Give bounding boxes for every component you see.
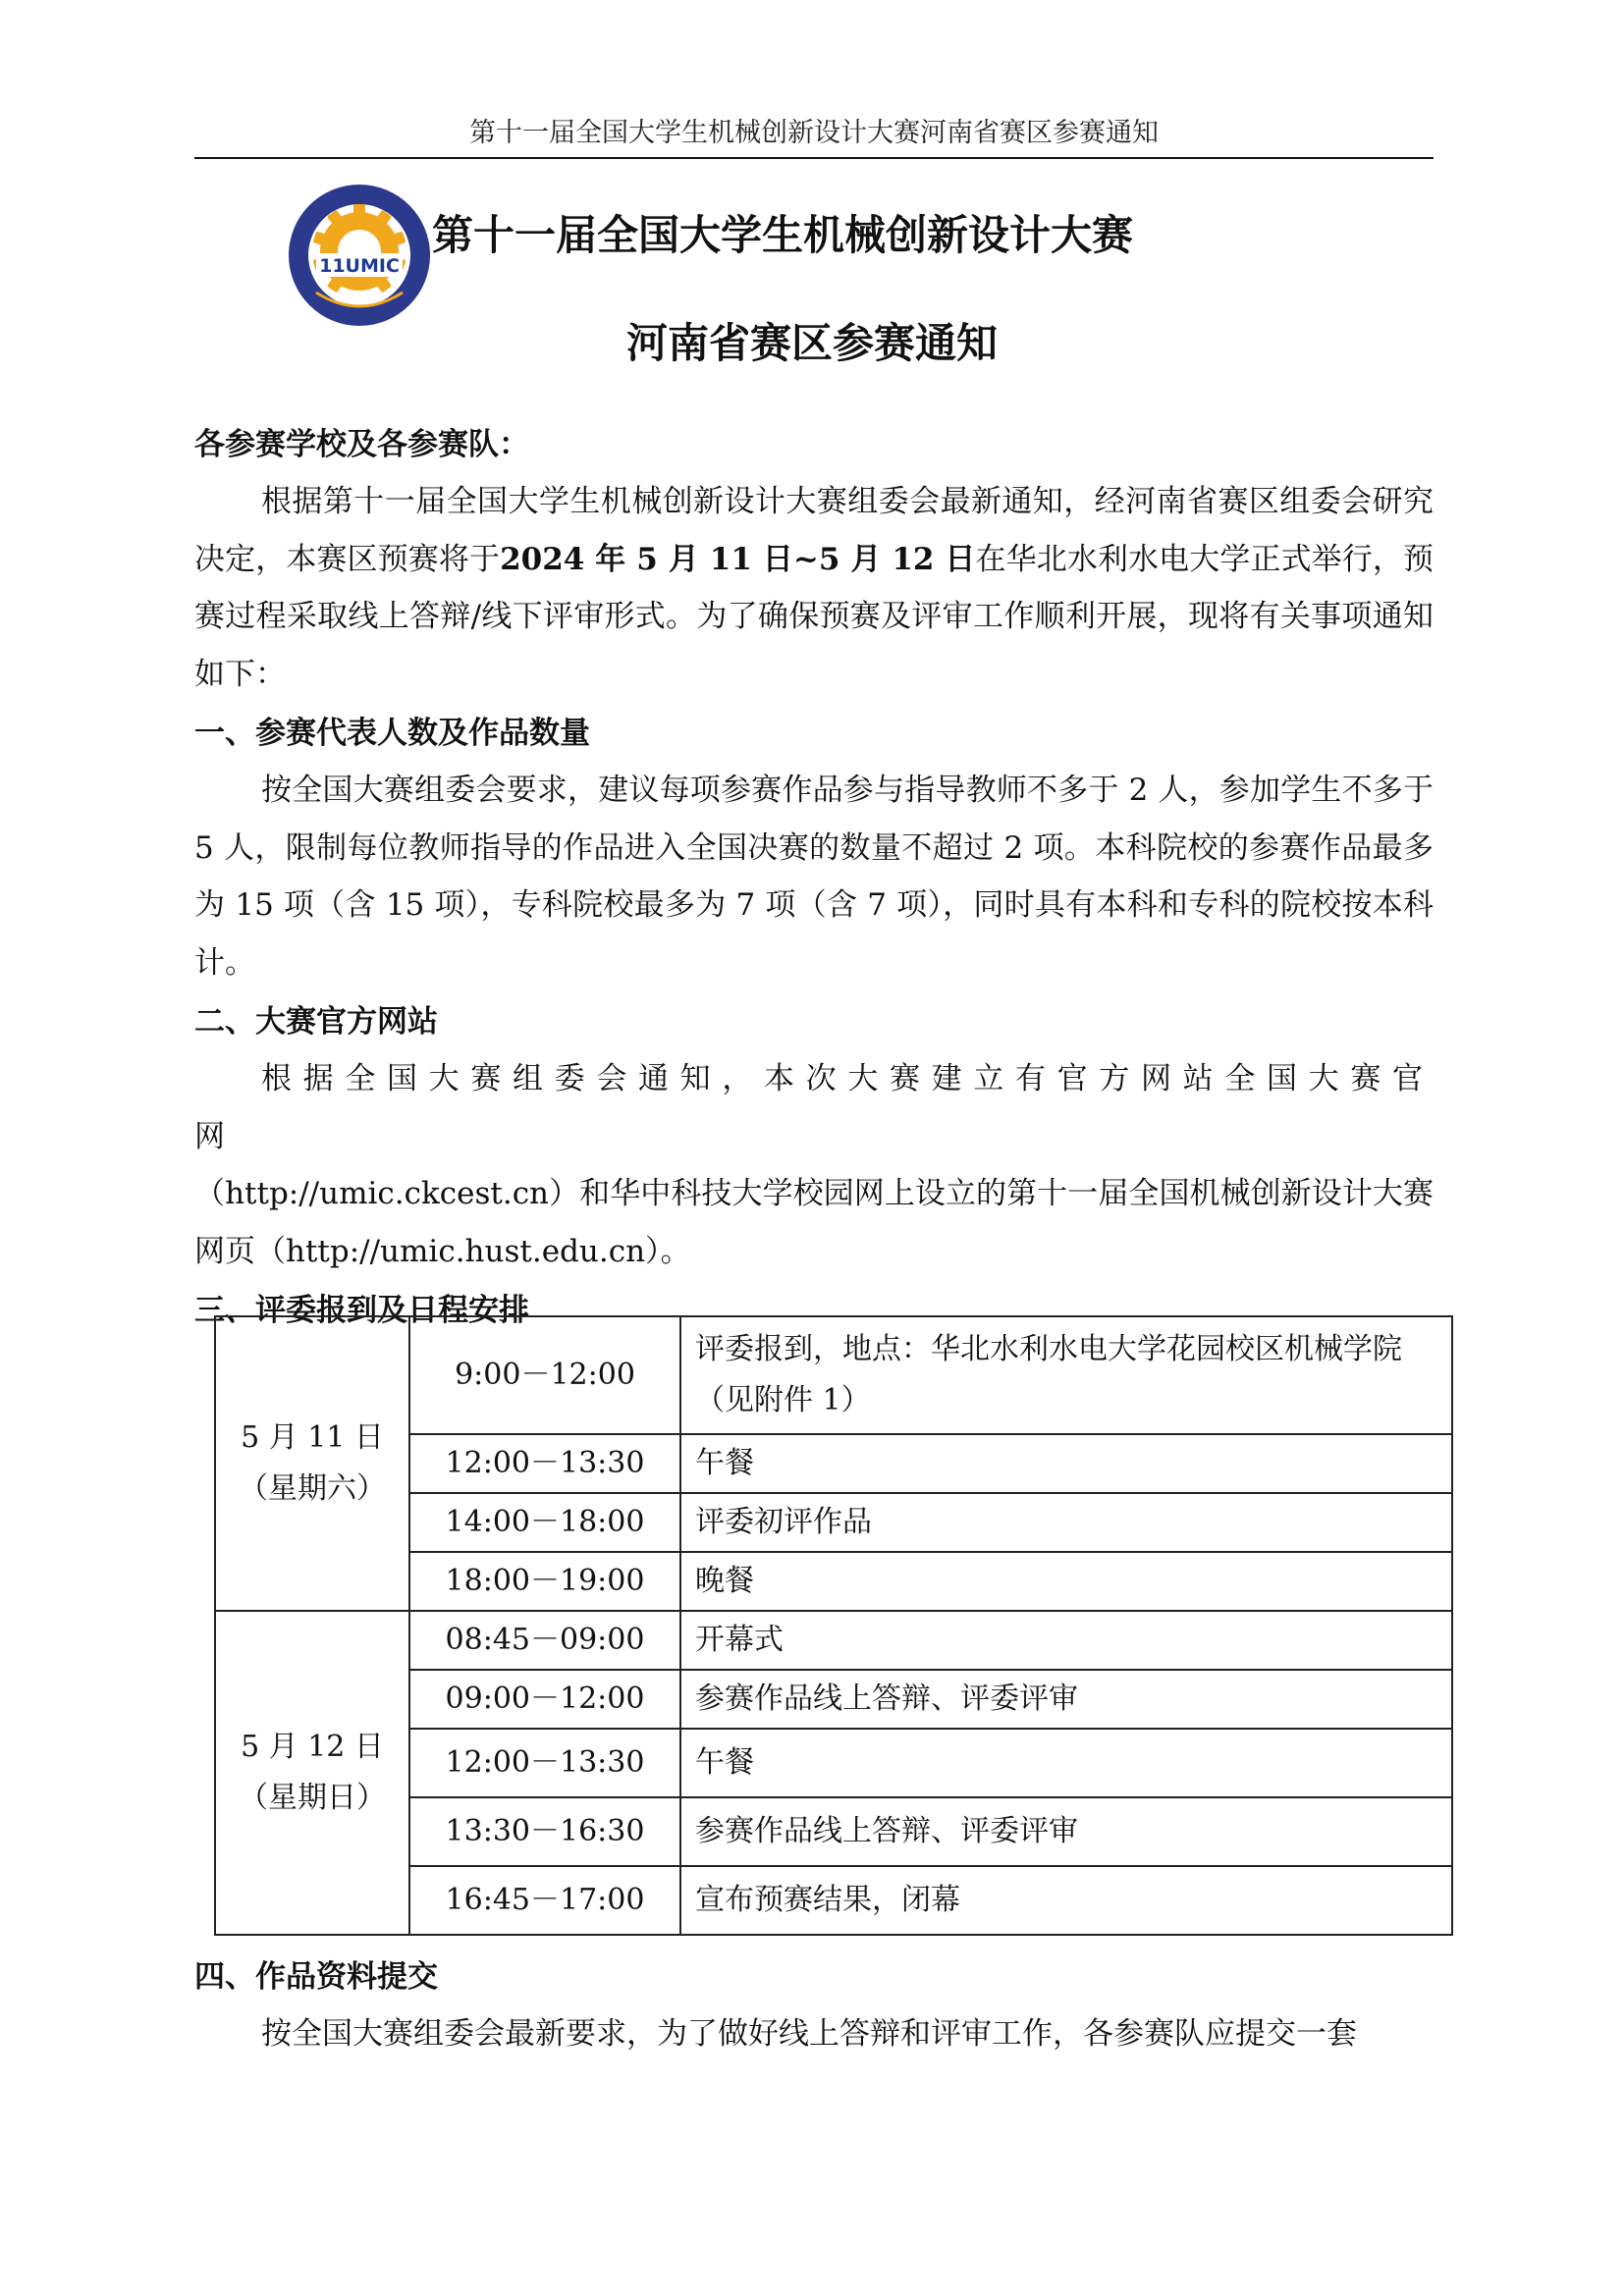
- salutation: 各参赛学校及各参赛队：: [194, 427, 529, 462]
- section-2-line-1: 根据全国大赛组委会通知，本次大赛建立有官方网站全国大赛官网: [194, 1061, 1434, 1154]
- section-heading-1: 一、参赛代表人数及作品数量: [194, 716, 590, 751]
- time-cell: 08:45－09:00: [409, 1611, 680, 1670]
- time-cell: 12:00－13:30: [409, 1729, 680, 1797]
- section-4-paragraph: 按全国大赛组委会最新要求，为了做好线上答辩和评审工作，各参赛队应提交一套: [261, 2016, 1357, 2052]
- section-2-paragraph-rest: （http://umic.ckcest.cn）和华中科技大学校园网上设立的第十一届全国机械创新设计大赛网页（http://umic.hust.edu.cn）。: [194, 1176, 1434, 1269]
- document-title-line1: 第十一届全国大学生机械创新设计大赛: [432, 211, 1134, 259]
- running-header: 第十一届全国大学生机械创新设计大赛河南省赛区参赛通知: [469, 118, 1159, 148]
- section-1-paragraph: 按全国大赛组委会要求，建议每项参赛作品参与指导教师不多于 2 人，参加学生不多于 5 人，限制每位教师指导的作品进入全国决赛的数量不超过 2 项。本科院校的参赛作品最多为 15 项（含 15 项），专科院校最多为 7 项（含 7 项），同时具有本科和专科的院校按本科计。: [194, 773, 1434, 981]
- time-cell: 16:45－17:00: [409, 1866, 680, 1935]
- table-row: [215, 1316, 1452, 1434]
- event-cell: 参赛作品线上答辩、评委评审: [680, 1670, 1452, 1729]
- event-cell: 宣布预赛结果，闭幕: [680, 1866, 1452, 1935]
- intro-text-1: 根据第十一届全国大学生机械创新设计大赛组委会最新通知，经河南省赛区组委会研究决定，本赛区预赛将于: [194, 484, 1434, 577]
- document-title-line2: 河南省赛区参赛通知: [625, 319, 998, 367]
- header-rule: [194, 157, 1434, 159]
- event-cell: 评委初评作品: [680, 1493, 1452, 1552]
- time-cell: 9:00－12:00: [409, 1316, 680, 1434]
- section-heading-2: 二、大赛官方网站: [194, 1004, 438, 1040]
- date-cell: [215, 1316, 409, 1611]
- date-cell: [215, 1611, 409, 1935]
- weekday-label: （星期日）: [239, 1781, 386, 1815]
- intro-paragraph: [194, 473, 1434, 703]
- event-cell: 午餐: [680, 1434, 1452, 1493]
- intro-date-range: 2024 年 5 月 11 日~5 月 12 日: [500, 541, 976, 577]
- table-row: [215, 1611, 1452, 1670]
- document-body-continued: [194, 1947, 1434, 2063]
- event-cell: 午餐: [680, 1729, 1452, 1797]
- event-cell: 参赛作品线上答辩、评委评审: [680, 1797, 1452, 1866]
- section-heading-3: 三、评委报到及日程安排: [194, 1293, 529, 1328]
- umic-gear-logo-icon: [287, 183, 432, 328]
- date-label: 5 月 12 日: [241, 1730, 384, 1764]
- time-cell: 12:00－13:30: [409, 1434, 680, 1493]
- svg-text:11UMIC: 11UMIC: [319, 255, 400, 277]
- date-label: 5 月 11 日: [241, 1420, 384, 1455]
- weekday-label: （星期六）: [239, 1471, 386, 1506]
- time-cell: 18:00－19:00: [409, 1552, 680, 1611]
- intro-text-2: 在华北水利水电大学正式举行，预赛过程采取线上答辩/线下评审形式。为了确保预赛及评审工作顺利开展，现将有关事项通知如下：: [194, 541, 1435, 692]
- event-cell: 开幕式: [680, 1611, 1452, 1670]
- event-cell: 评委报到，地点：华北水利水电大学花园校区机械学院（见附件 1）: [680, 1316, 1452, 1434]
- section-heading-4: 四、作品资料提交: [194, 1959, 438, 1995]
- document-body: [194, 416, 1434, 1339]
- time-cell: 09:00－12:00: [409, 1670, 680, 1729]
- time-cell: 13:30－16:30: [409, 1797, 680, 1866]
- schedule-table: [214, 1315, 1453, 1936]
- time-cell: 14:00－18:00: [409, 1493, 680, 1552]
- event-cell: 晚餐: [680, 1552, 1452, 1611]
